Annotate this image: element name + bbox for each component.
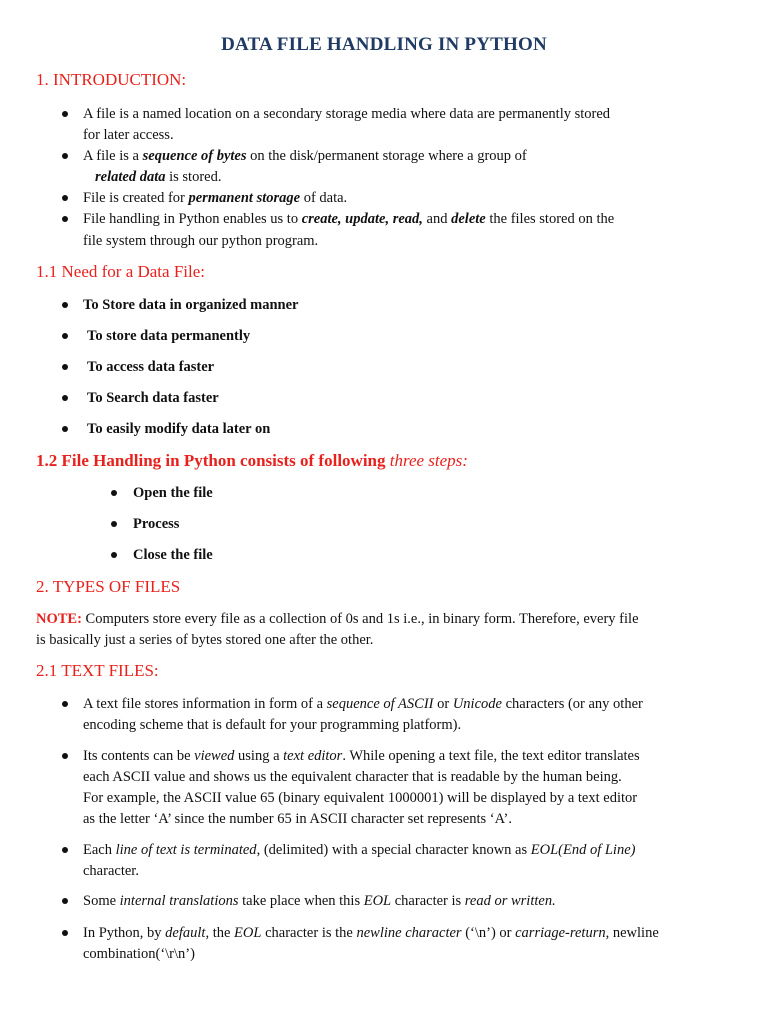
bullet-icon bbox=[62, 111, 68, 117]
heading-text-files: 2.1 TEXT FILES: bbox=[36, 661, 159, 680]
intro-bullet-2-line-2: related data is stored. bbox=[95, 169, 222, 185]
note-line-1: NOTE: Computers store every file as a collection of 0s and 1s i.e., in binary form. Therefore, every file bbox=[36, 611, 639, 627]
bullet-icon bbox=[111, 490, 117, 496]
text-bullet-5-line-1: In Python, by default, the EOL character is the newline character (‘\n’) or carriage-return, newline bbox=[83, 925, 659, 941]
step-item: Open the file bbox=[133, 485, 213, 501]
heading-file-handling-steps: 1.2 File Handling in Python consists of following three steps: bbox=[36, 451, 468, 470]
heading-need-for-data-file: 1.1 Need for a Data File: bbox=[36, 262, 205, 281]
bullet-icon bbox=[62, 930, 68, 936]
step-item: Close the file bbox=[133, 547, 213, 563]
text-bullet-4: Some internal translations take place when this EOL character is read or written. bbox=[83, 893, 556, 909]
need-item: To Store data in organized manner bbox=[83, 297, 299, 313]
bullet-icon bbox=[62, 426, 68, 432]
text-bullet-3-line-2: character. bbox=[83, 863, 139, 879]
text-bullet-1-line-1: A text file stores information in form of a sequence of ASCII or Unicode characters (or any other bbox=[83, 696, 643, 712]
bullet-icon bbox=[62, 898, 68, 904]
text-bullet-2-line-1: Its contents can be viewed using a text editor. While opening a text file, the text editor translates bbox=[83, 748, 640, 764]
bullet-icon bbox=[62, 364, 68, 370]
need-item: To Search data faster bbox=[87, 390, 219, 406]
step-item: Process bbox=[133, 516, 180, 532]
intro-bullet-4-line-2: file system through our python program. bbox=[83, 233, 319, 249]
heading-introduction: 1. INTRODUCTION: bbox=[36, 70, 187, 89]
bullet-icon bbox=[62, 195, 68, 201]
text-bullet-1-line-2: encoding scheme that is default for your programming platform). bbox=[83, 717, 462, 733]
text-bullet-2-line-4: as the letter ‘A’ since the number 65 in ASCII character set represents ‘A’. bbox=[83, 811, 512, 827]
intro-bullet-4-line-1: File handling in Python enables us to create, update, read, and delete the files stored on the bbox=[83, 211, 615, 227]
need-item: To access data faster bbox=[87, 359, 215, 375]
intro-bullet-3: File is created for permanent storage of data. bbox=[83, 190, 348, 206]
heading-types-of-files: 2. TYPES OF FILES bbox=[36, 577, 181, 596]
bullet-icon bbox=[62, 753, 68, 759]
need-item: To store data permanently bbox=[87, 328, 251, 344]
bullet-icon bbox=[62, 216, 68, 222]
bullet-icon bbox=[111, 521, 117, 527]
bullet-icon bbox=[62, 395, 68, 401]
bullet-icon bbox=[62, 302, 68, 308]
intro-bullet-1-line-2: for later access. bbox=[83, 127, 174, 143]
need-item: To easily modify data later on bbox=[87, 421, 271, 437]
note-line-2: is basically just a series of bytes stored one after the other. bbox=[36, 632, 374, 648]
intro-bullet-1-line-1: A file is a named location on a secondary storage media where data are permanently stored bbox=[83, 106, 611, 122]
bullet-icon bbox=[62, 847, 68, 853]
text-bullet-2-line-2: each ASCII value and shows us the equivalent character that is readable by the human being. bbox=[83, 769, 622, 785]
bullet-icon bbox=[62, 333, 68, 339]
text-bullet-3-line-1: Each line of text is terminated, (delimited) with a special character known as EOL(End of Line) bbox=[83, 842, 636, 858]
text-bullet-5-line-2: combination(‘\r\n’) bbox=[83, 946, 195, 962]
document-title: DATA FILE HANDLING IN PYTHON bbox=[221, 34, 547, 55]
intro-bullet-2-line-1: A file is a sequence of bytes on the disk/permanent storage where a group of bbox=[83, 148, 527, 164]
bullet-icon bbox=[111, 552, 117, 558]
bullet-icon bbox=[62, 701, 68, 707]
bullet-icon bbox=[62, 153, 68, 159]
text-bullet-2-line-3: For example, the ASCII value 65 (binary equivalent 1000001) will be displayed by a text editor bbox=[83, 790, 638, 806]
